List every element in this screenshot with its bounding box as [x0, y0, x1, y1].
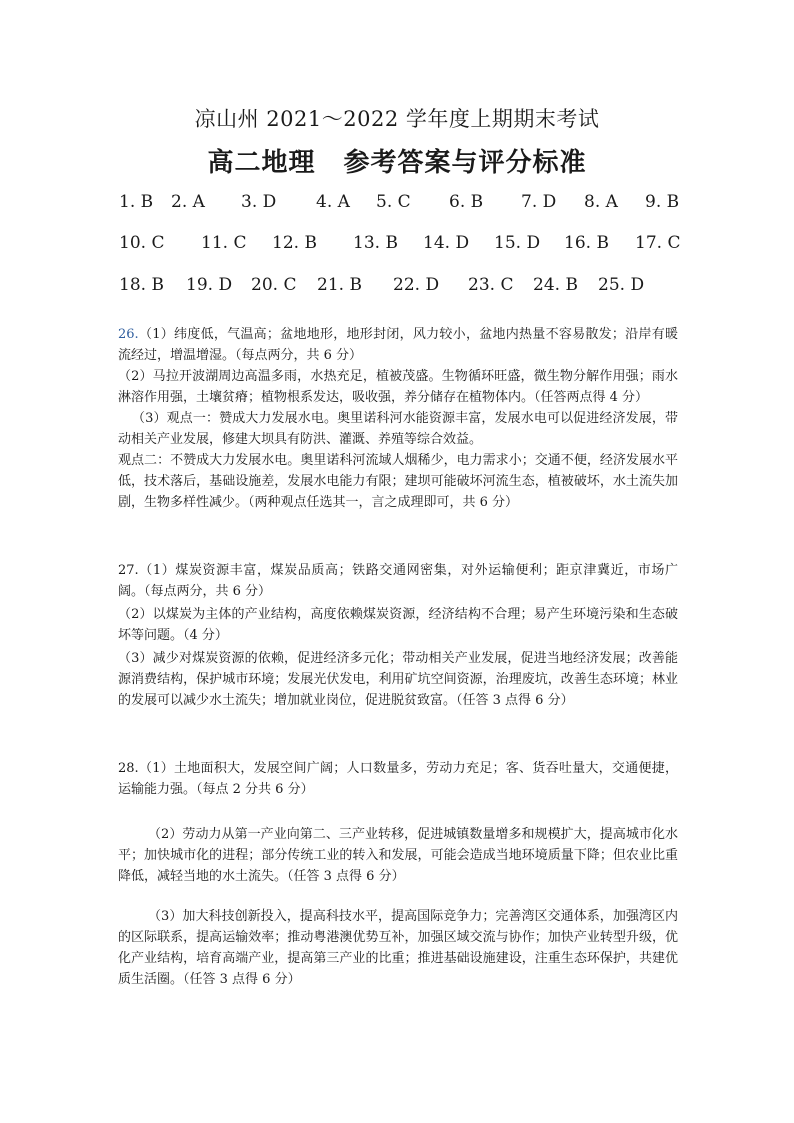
mc-row-2: [0, 233, 794, 263]
question-28: [118, 758, 678, 800]
mc-answer: 25. D: [598, 275, 645, 295]
subtitle-label: 参考答案与评分标准: [343, 148, 587, 178]
mc-answer: 19. D: [186, 275, 233, 295]
question-27: [118, 560, 678, 711]
q27-part2: （2）以煤炭为主体的产业结构，高度依赖煤炭资源，经济结构不合理；易产生环境污染和生态破坏等问题。（4 分）: [118, 607, 678, 643]
q27-part3: （3）减少对煤炭资源的依赖，促进经济多元化；带动相关产业发展，促进当地经济发展；改善能源消费结构，保护城市环境；发展光伏发电，利用矿坑空间资源，治理废坑，改善生态环境；林业的发展可以减少水土流失；增加就业岗位，促进脱贫致富。（任答 3 点得 6 分）: [118, 651, 678, 708]
mc-answer: 3. D: [241, 192, 277, 212]
q28-part1: 28.（1）土地面积大，发展空间广阔；人口数量多，劳动力充足；客、货吞吐量大，交通便捷，运输能力强。（每点 2 分共 6 分）: [118, 761, 678, 797]
mc-answer: 22. D: [393, 275, 440, 295]
mc-answer: 17. C: [635, 233, 681, 253]
mc-answer: 4. A: [316, 192, 350, 212]
q26-part1-text: （1）纬度低，气温高；盆地地形，地形封闭，风力较小，盆地内热量不容易散发；沿岸有暖流经过，增温增湿。（每点两分，共 6 分）: [118, 327, 678, 363]
mc-answer: 23. C: [468, 275, 514, 295]
q26-number: 26.: [118, 327, 139, 342]
mc-answer: 20. C: [251, 275, 297, 295]
mc-answer: 15. D: [494, 233, 541, 253]
subject-label: 高二地理: [207, 148, 316, 178]
mc-answer: 11. C: [201, 233, 247, 253]
q28-part3: （3）加大科技创新投入，提高科技水平，提高国际竞争力；完善湾区交通体系，加强湾区内的区际联系，提高运输效率；推动粤港澳优势互补，加强区域交流与协作；加快产业转型升级，优化产业结构，培育高端产业，提高第三产业的比重；推进基础设施建设，注重生态环保护，共建优质生活圈。（任答 3 点得 6 分）: [118, 909, 678, 987]
exam-title: 凉山州 2021～2022 学年度上期期末考试: [194, 107, 600, 131]
q26-part2: （2）马拉开波湖周边高温多雨，水热充足，植被茂盛。生物循环旺盛，微生物分解作用强；雨水淋溶作用强，土壤贫瘠；植物根系发达，吸收强，养分储存在植物体内。（任答两点得 4 分）: [118, 369, 678, 405]
question-26: [118, 324, 678, 513]
mc-answer: 8. A: [584, 192, 618, 212]
mc-answer: 6. B: [449, 192, 484, 212]
q26-part3: （3）观点一：赞成大力发展水电。奥里诺科河水能资源丰富，发展水电可以促进经济发展，带动相关产业发展，修建大坝具有防洪、灌溉、养殖等综合效益。: [118, 411, 678, 447]
q28-part2: （2）劳动力从第一产业向第二、三产业转移，促进城镇数量增多和规模扩大，提高城市化水平；加快城市化的进程；部分传统工业的转入和发展，可能会造成当地环境质量下降；但农业比重降低，减轻当地的水土流失。（任答 3 点得 6 分）: [118, 827, 678, 884]
answer-key-title: [0, 142, 794, 179]
q27-part1: 27.（1）煤炭资源丰富，煤炭品质高；铁路交通网密集，对外运输便利；距京津冀近，市场广阔。（每点两分，共 6 分）: [118, 563, 678, 599]
mc-answer: 21. B: [317, 275, 362, 295]
mc-answer: 16. B: [564, 233, 609, 253]
mc-answer: 1. B: [119, 192, 154, 212]
mc-answer: 5. C: [376, 192, 411, 212]
mc-answer: 7. D: [521, 192, 557, 212]
mc-row-1: [0, 192, 794, 222]
mc-answer: 24. B: [533, 275, 578, 295]
mc-row-3: [0, 275, 794, 305]
question-28-part3: [118, 906, 678, 990]
q26-part3-view2: 观点二：不赞成大力发展水电。奥里诺科河流域人烟稀少，电力需求小；交通不便，经济发展水平低，技术落后，基础设施差，发展水电能力有限；建坝可能破坏河流生态，植被破坏，水土流失加剧，生物多样性减少。（两种观点任选其一，言之成理即可，共 6 分）: [118, 453, 678, 510]
mc-answer: 10. C: [119, 233, 165, 253]
mc-answer: 18. B: [119, 275, 164, 295]
question-28-part2: [118, 824, 678, 887]
mc-answer: 13. B: [353, 233, 398, 253]
q26-part1: [118, 324, 678, 366]
mc-answer: 14. D: [423, 233, 470, 253]
mc-answer: 9. B: [645, 192, 680, 212]
mc-answer: 12. B: [272, 233, 317, 253]
mc-answer: 2. A: [171, 192, 205, 212]
